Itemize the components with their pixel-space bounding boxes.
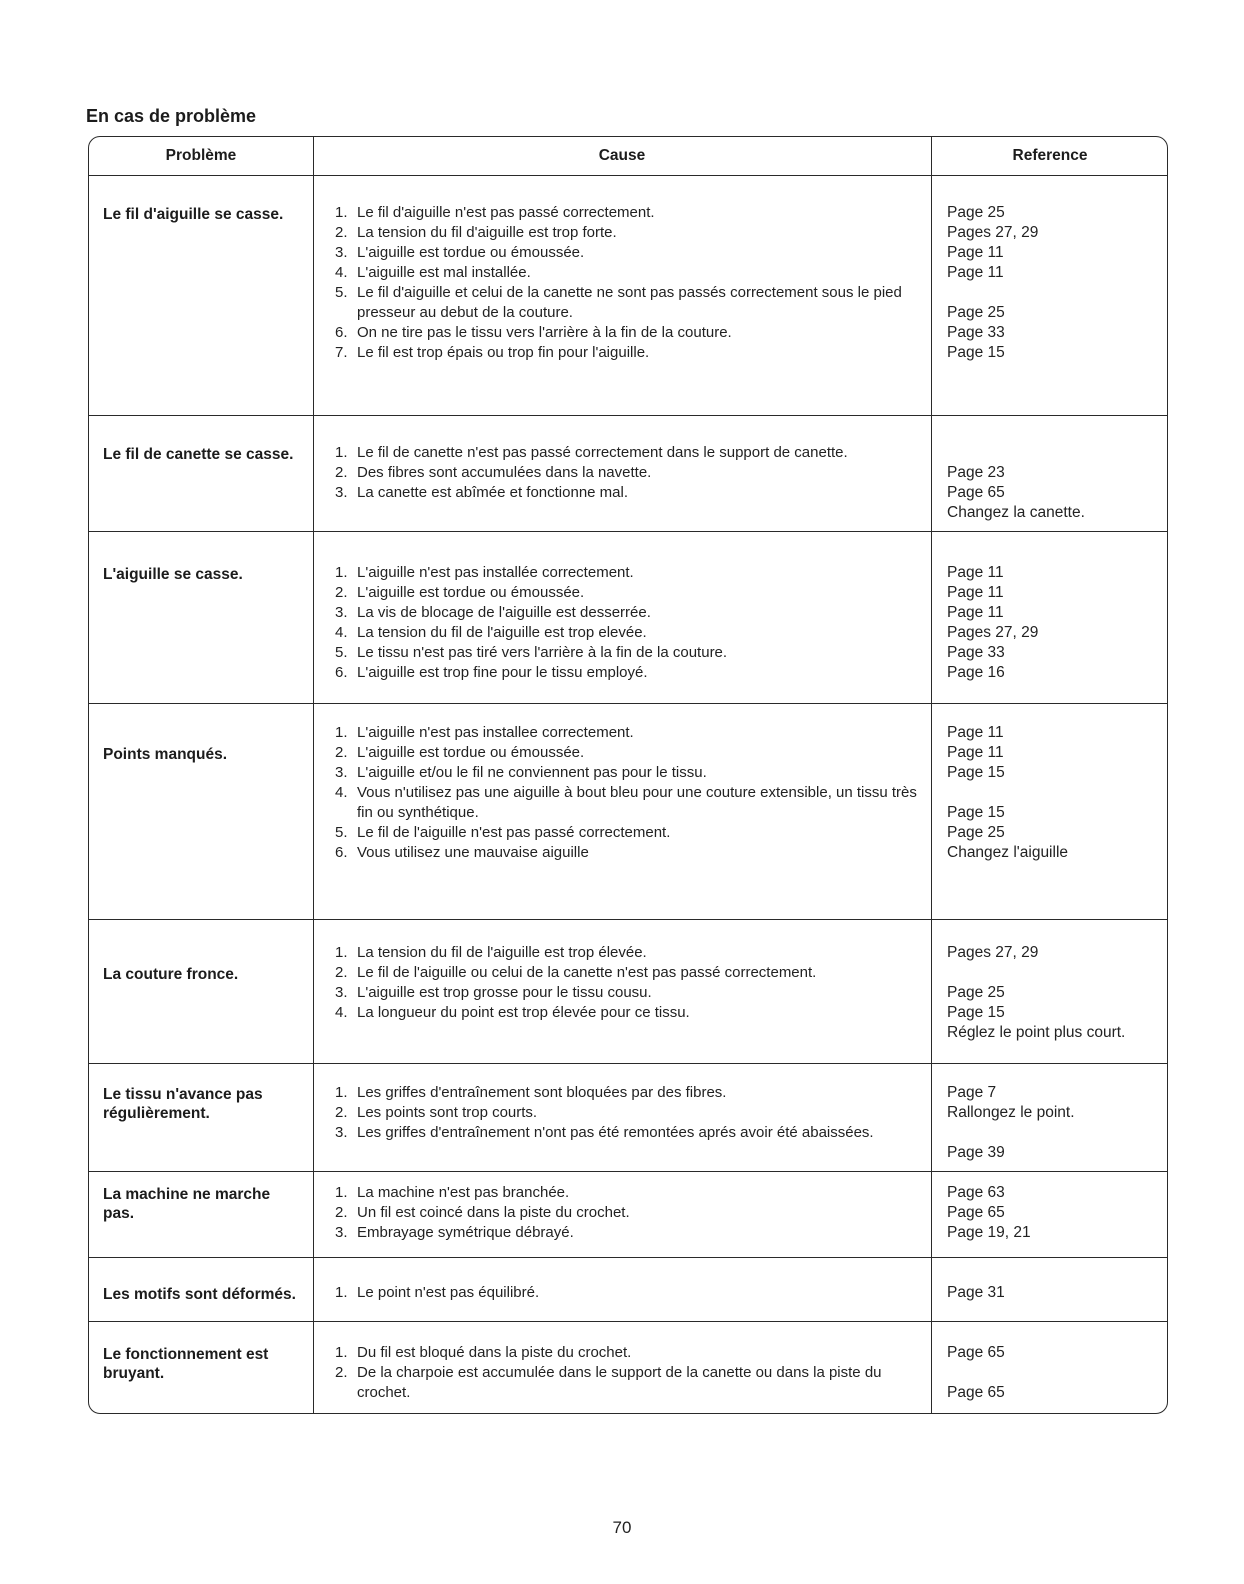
header-cause: Cause [598, 147, 646, 164]
cause-list [335, 203, 925, 363]
cause-list [335, 443, 925, 503]
reference-item: Changez la canette. [947, 504, 1085, 521]
cause-list [335, 943, 925, 1023]
reference-item: Page 15 [947, 1004, 1005, 1021]
reference-item: Page 16 [947, 664, 1005, 681]
row-divider [89, 1171, 1167, 1172]
cause-item: 3. Les griffes d'entraînement n'ont pas été remontées aprés avoir été abaissées. [335, 1124, 874, 1141]
cause-item: 2. Les points sont trop courts. [335, 1104, 538, 1121]
cause-item: 3. L'aiguille est tordue ou émoussée. [335, 244, 585, 261]
cause-list [335, 1183, 925, 1243]
reference-list [947, 1083, 1162, 1163]
cause-item: 1. Du fil est bloqué dans la piste du crochet. [335, 1344, 632, 1361]
cause-item: 5. Le fil de l'aiguille n'est pas passé correctement. [335, 824, 671, 841]
cause-item: 2. La tension du fil d'aiguille est trop forte. [335, 224, 617, 241]
cause-item: 4. La tension du fil de l'aiguille est trop elevée. [335, 624, 647, 641]
cause-item: 3. La vis de blocage de l'aiguille est desserrée. [335, 604, 651, 621]
problem-cell: La couture fronce. [103, 966, 239, 983]
header-reference: Reference [1012, 147, 1088, 164]
cause-item: 4. Vous n'utilisez pas une aiguille à bout bleu pour une couture extensible, un tissu très fin ou synthétique. [335, 784, 917, 821]
cause-item: 6. On ne tire pas le tissu vers l'arrière à la fin de la couture. [335, 324, 732, 341]
reference-item [947, 283, 1162, 303]
reference-item: Page 11 [947, 724, 1004, 741]
cause-item: 6. Vous utilisez une mauvaise aiguille [335, 844, 589, 861]
reference-item [947, 1123, 1162, 1143]
cause-list [335, 563, 925, 683]
cause-list [335, 1283, 925, 1303]
problem-cell: Points manqués. [103, 746, 228, 763]
header-problem: Problème [165, 147, 237, 164]
reference-item: Page 19, 21 [947, 1224, 1031, 1241]
cause-item: 2. De la charpoie est accumulée dans le support de la canette ou dans la piste du crochet. [335, 1364, 882, 1401]
problem-cell: Le fonctionnement est bruyant. [103, 1346, 269, 1382]
page-title: En cas de problème [86, 106, 257, 126]
reference-item [947, 1363, 1162, 1383]
reference-item: Page 25 [947, 824, 1005, 841]
reference-item: Page 31 [947, 1284, 1005, 1301]
cause-item: 7. Le fil est trop épais ou trop fin pour l'aiguille. [335, 344, 650, 361]
cause-item: 1. Le point n'est pas équilibré. [335, 1284, 540, 1301]
reference-item: Pages 27, 29 [947, 624, 1039, 641]
cause-item: 1. Les griffes d'entraînement sont bloquées par des fibres. [335, 1084, 727, 1101]
reference-list [947, 1283, 1162, 1303]
reference-item: Page 15 [947, 344, 1005, 361]
reference-item: Page 33 [947, 324, 1005, 341]
cause-item: 1. L'aiguille n'est pas installee correctement. [335, 724, 634, 741]
cause-item: 4. L'aiguille est mal installée. [335, 264, 531, 281]
cause-item: 5. Le fil d'aiguille et celui de la canette ne sont pas passés correctement sous le pied presseur au debut de la couture. [335, 284, 902, 321]
cause-item: 2. Un fil est coincé dans la piste du crochet. [335, 1204, 630, 1221]
reference-item: Page 65 [947, 1384, 1005, 1401]
row-divider [89, 919, 1167, 920]
reference-item: Page 7 [947, 1084, 997, 1101]
reference-item: Page 15 [947, 764, 1005, 781]
reference-list [947, 1343, 1162, 1403]
cause-list [335, 1343, 925, 1403]
reference-item: Page 25 [947, 204, 1005, 221]
reference-item: Page 11 [947, 604, 1004, 621]
reference-item: Page 25 [947, 984, 1005, 1001]
reference-item [947, 783, 1162, 803]
row-divider [89, 531, 1167, 532]
reference-list [947, 723, 1162, 863]
cause-item: 1. L'aiguille n'est pas installée correctement. [335, 564, 634, 581]
reference-item: Page 39 [947, 1144, 1005, 1161]
reference-item [947, 443, 1162, 463]
reference-list [947, 943, 1162, 1043]
reference-item [947, 963, 1162, 983]
reference-item: Page 65 [947, 484, 1005, 501]
row-divider [89, 175, 1167, 176]
problem-cell: L'aiguille se casse. [103, 566, 243, 583]
reference-item: Pages 27, 29 [947, 944, 1039, 961]
cause-item: 2. Le fil de l'aiguille ou celui de la canette n'est pas passé correctement. [335, 964, 817, 981]
reference-item: Page 25 [947, 304, 1005, 321]
reference-list [947, 443, 1162, 523]
page-number: 70 [612, 1518, 632, 1537]
cause-item: 1. Le fil de canette n'est pas passé correctement dans le support de canette. [335, 444, 848, 461]
reference-item: Réglez le point plus court. [947, 1024, 1126, 1041]
cause-item: 6. L'aiguille est trop fine pour le tissu employé. [335, 664, 648, 681]
reference-item: Page 15 [947, 804, 1005, 821]
cause-item: 3. La canette est abîmée et fonctionne mal. [335, 484, 629, 501]
cause-list [335, 723, 925, 863]
reference-item: Page 65 [947, 1344, 1005, 1361]
cause-item: 4. La longueur du point est trop élevée pour ce tissu. [335, 1004, 690, 1021]
reference-item: Page 11 [947, 564, 1004, 581]
cause-list [335, 1083, 925, 1143]
problem-cell: Le fil de canette se casse. [103, 446, 294, 463]
cause-item: 1. La machine n'est pas branchée. [335, 1184, 570, 1201]
cause-item: 2. L'aiguille est tordue ou émoussée. [335, 584, 585, 601]
problem-cell: Le fil d'aiguille se casse. [103, 206, 284, 223]
cause-item: 3. Embrayage symétrique débrayé. [335, 1224, 574, 1241]
reference-item: Page 11 [947, 584, 1004, 601]
reference-item: Pages 27, 29 [947, 224, 1039, 241]
cause-item: 1. La tension du fil de l'aiguille est trop élevée. [335, 944, 647, 961]
problem-cell: La machine ne marche pas. [103, 1186, 271, 1222]
reference-list [947, 563, 1162, 683]
row-divider [89, 1257, 1167, 1258]
reference-item: Page 63 [947, 1184, 1005, 1201]
reference-list [947, 1183, 1162, 1243]
reference-list [947, 203, 1162, 363]
cause-item: 5. Le tissu n'est pas tiré vers l'arrière à la fin de la couture. [335, 644, 728, 661]
cause-item: 2. Des fibres sont accumulées dans la navette. [335, 464, 652, 481]
column-divider-2 [931, 137, 932, 1413]
cause-item: 3. L'aiguille et/ou le fil ne conviennent pas pour le tissu. [335, 764, 707, 781]
troubleshooting-table [88, 136, 1168, 1414]
reference-item: Changez l'aiguille [947, 844, 1069, 861]
reference-item: Rallongez le point. [947, 1104, 1075, 1121]
row-divider [89, 1321, 1167, 1322]
problem-cell: Les motifs sont déformés. [103, 1286, 296, 1303]
reference-item: Page 11 [947, 744, 1004, 761]
row-divider [89, 1063, 1167, 1064]
column-divider-1 [313, 137, 314, 1413]
reference-item: Page 11 [947, 244, 1004, 261]
reference-item: Page 11 [947, 264, 1004, 281]
reference-item: Page 23 [947, 464, 1005, 481]
cause-item: 2. L'aiguille est tordue ou émoussée. [335, 744, 585, 761]
problem-cell: Le tissu n'avance pas régulièrement. [103, 1086, 263, 1122]
reference-item: Page 65 [947, 1204, 1005, 1221]
row-divider [89, 703, 1167, 704]
cause-item: 1. Le fil d'aiguille n'est pas passé correctement. [335, 204, 655, 221]
row-divider [89, 415, 1167, 416]
reference-item: Page 33 [947, 644, 1005, 661]
cause-item: 3. L'aiguille est trop grosse pour le tissu cousu. [335, 984, 652, 1001]
